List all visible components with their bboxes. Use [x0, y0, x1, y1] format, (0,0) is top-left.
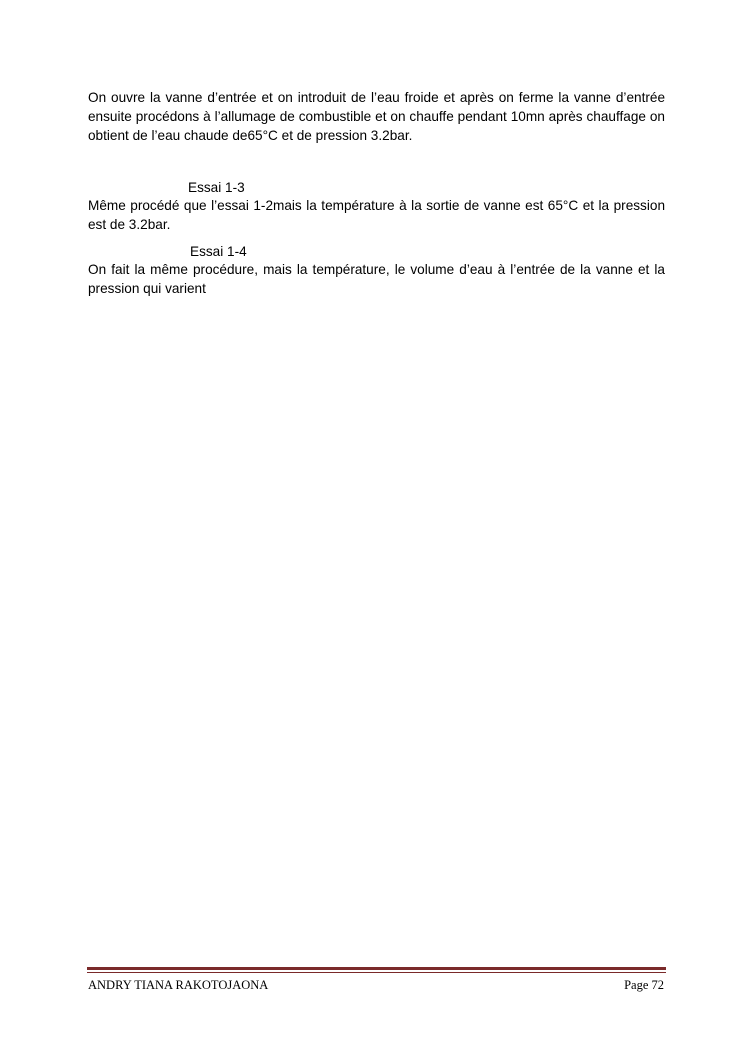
- footer-page-number: Page 72: [624, 978, 664, 992]
- paragraph-essai-1-4: On fait la même procédure, mais la température, le volume d’eau à l’entrée de la vanne et la pression qui varient: [88, 262, 665, 296]
- heading-essai-1-4: Essai 1-4: [190, 244, 247, 259]
- heading-essai-1-3: Essai 1-3: [188, 180, 245, 195]
- paragraph-essai-1-3: Même procédé que l’essai 1-2mais la température à la sortie de vanne est 65°C et la pression est de 3.2bar.: [88, 198, 665, 232]
- footer-rule-thick: [87, 967, 666, 970]
- footer-author: ANDRY TIANA RAKOTOJAONA: [88, 978, 269, 992]
- footer-rule-thin: [87, 972, 666, 973]
- paragraph-valve-procedure: On ouvre la vanne d’entrée et on introduit de l’eau froide et après on ferme la vanne d’entrée ensuite procédons à l’allumage de combustible et on chauffe pendant 10mn après chauffage on obtient de l’eau chaude de65°C et de pression 3.2bar.: [88, 90, 665, 143]
